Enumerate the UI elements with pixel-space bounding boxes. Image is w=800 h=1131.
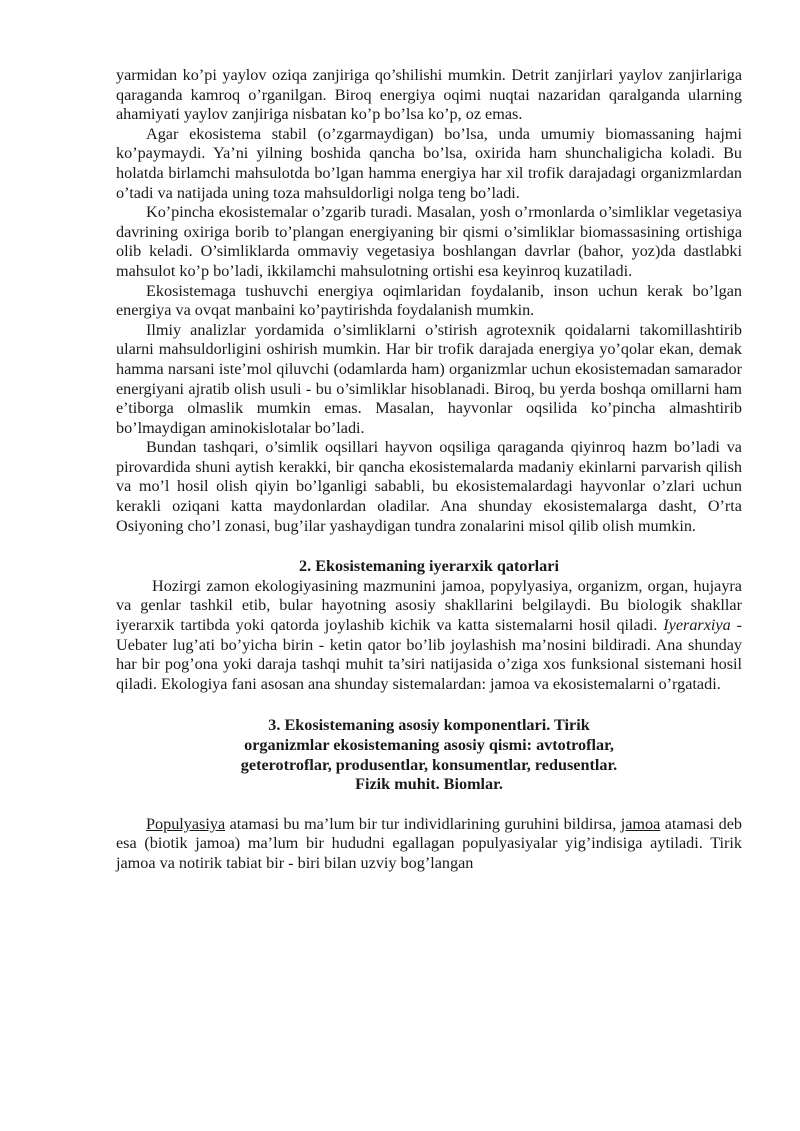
paragraph-energy-use: Ekosistemaga tushuvchi energiya oqimlaridan foydalanib, inson uchun kerak bo’lgan energiya va ovqat manbaini ko’paytirishda foydalanish mumkin. [116, 281, 742, 320]
term-iyerarxiya: Iyerarxiya [663, 616, 731, 635]
population-text-2: atamasi deb esa (biotik jamoa) ma’lum bir hududni egallagan populyasiyalar yig’indisiga aytiladi. Tirik jamoa va notirik tabiat bir - biri bilan uzviy bog’langan [116, 814, 742, 872]
paragraph-continuation: yarmidan ko’pi yaylov oziqa zanjiriga qo’shilishi mumkin. Detrit zanjirlari yaylov zanjirlariga qaraganda kamroq o’rganilgan. Biroq energiya oqimi nuqtai nazaridan qaralganda ularning ahamiyati yaylov zanjiriga nisbatan ko’p bo’lsa ko’p, oz emas. [116, 66, 742, 124]
section-3-heading-line-2: organizmlar ekosistemaning asosiy qismi: avtotroflar, [244, 736, 614, 754]
paragraph-population [116, 815, 742, 874]
paragraph-plant-proteins: Bundan tashqari, o’simlik oqsillari hayvon oqsiliga qaraganda qiyinroq hazm bo’ladi va pirovardida shuni aytish kerakki, bir qancha ekosistemalarda madaniy ekinlarni parvarish qilish va mo’l hosil olish qiyin bo’lganligi sababli, bu ekosistemalardagi hayvonlar o’zlari uchun kerakli oziqani katta maydonlardan oladilar. Ana shunday ekosistemalarga dasht, O’rta Osiyoning cho’l zonasi, bug’ilar yashaydigan tundra zonalarini misol qilib olish mumkin. [116, 438, 742, 535]
hierarchy-text-before: Hozirgi zamon ekologiyasining mazmunini jamoa, popylyasiya, organizm, organ, hujayra va genlar tashkil etib, bular hayotning asosiy shakllarini belgilaydi. Bu biologik shakllar iyerarxik tartibda yoki qatorda joylashib kichik va katta sistemalarni hosil qiladi. [116, 576, 742, 635]
paragraph-scientific-analysis: Ilmiy analizlar yordamida o’simliklarni o’stirish agrotexnik qoidalarni takomillashtirib ularni mahsuldorligini oshirish mumkin. Har bir trofik darajada energiya yo’qolar ekan, demak hamma narsani iste’mol qiluvchi (odamlarda ham) organizmlar uchun ekosistemadan samarador energiyani ajratib olish usuli - bu o’simliklar hisoblanadi. Biroq, bu yerda boshqa omillarni ham e’tiborga olmaslik mumkin emas. Masalan, hayvonlar oqsilida ko’pincha almashtirib bo’lmaydigan aminokislotalar bo’ladi. [116, 320, 742, 437]
population-text-1: atamasi bu ma’lum bir tur individlarining guruhini bildirsa, [225, 814, 621, 833]
section-3-heading [116, 716, 742, 794]
section-3-heading-line-4: Fizik muhit. Biomlar. [355, 775, 503, 794]
term-jamoa: jamoa [620, 814, 661, 833]
section-3-heading-line-1: 3. Ekosistemaning asosiy komponentlari. Tirik [268, 716, 590, 735]
term-populyasiya: Populyasiya [146, 814, 226, 833]
page-content [116, 66, 742, 874]
hierarchy-text-after: - Uebater lug’ati bo’yicha birin - ketin qator bo’lib joylashish ma’nosini bildiradi. Ana shunday har bir pog’ona yoki daraja tashqi muhit ta’siri natijasida o’ziga xos funksional sistemani hosil qiladi. Ekologiya fani asosan ana shunday sistemalardan: jamoa va ekosistemalarni o’rgatadi. [116, 616, 742, 693]
paragraph-hierarchy [116, 577, 742, 695]
section-2-heading: 2. Ekosistemaning iyerarxik qatorlari [299, 557, 559, 576]
paragraph-stable-ecosystem: Agar ekosistema stabil (o’zgarmaydigan) bo’lsa, unda umumiy biomassaning hajmi ko’paymaydi. Ya’ni yilning boshida qancha bo’lsa, oxirida ham shunchaligicha koladi. Bu holatda birlamchi mahsulotda bo’lgan hamma energiya har xil trofik darajadagi organizmlardan o’tadi va natijada uning toza mahsuldorligi nolga teng bo’ladi. [116, 124, 742, 202]
section-3-heading-line-3: geterotroflar, produsentlar, konsumentlar, redusentlar. [240, 755, 618, 774]
paragraph-changing-ecosystems: Ko’pincha ekosistemalar o’zgarib turadi. Masalan, yosh o’rmonlarda o’simliklar vegetasiya davrining oxiriga borib to’plangan energiyaning bir qismi o’simliklar biomassasining ortishiga olib keladi. O’simliklarda ommaviy vegetasiya boshlangan davrlar (bahor, yoz)da dastlabki mahsulot ko’p bo’ladi, ikkilamchi mahsulotning ortishi esa keyinroq kuzatiladi. [116, 203, 742, 280]
